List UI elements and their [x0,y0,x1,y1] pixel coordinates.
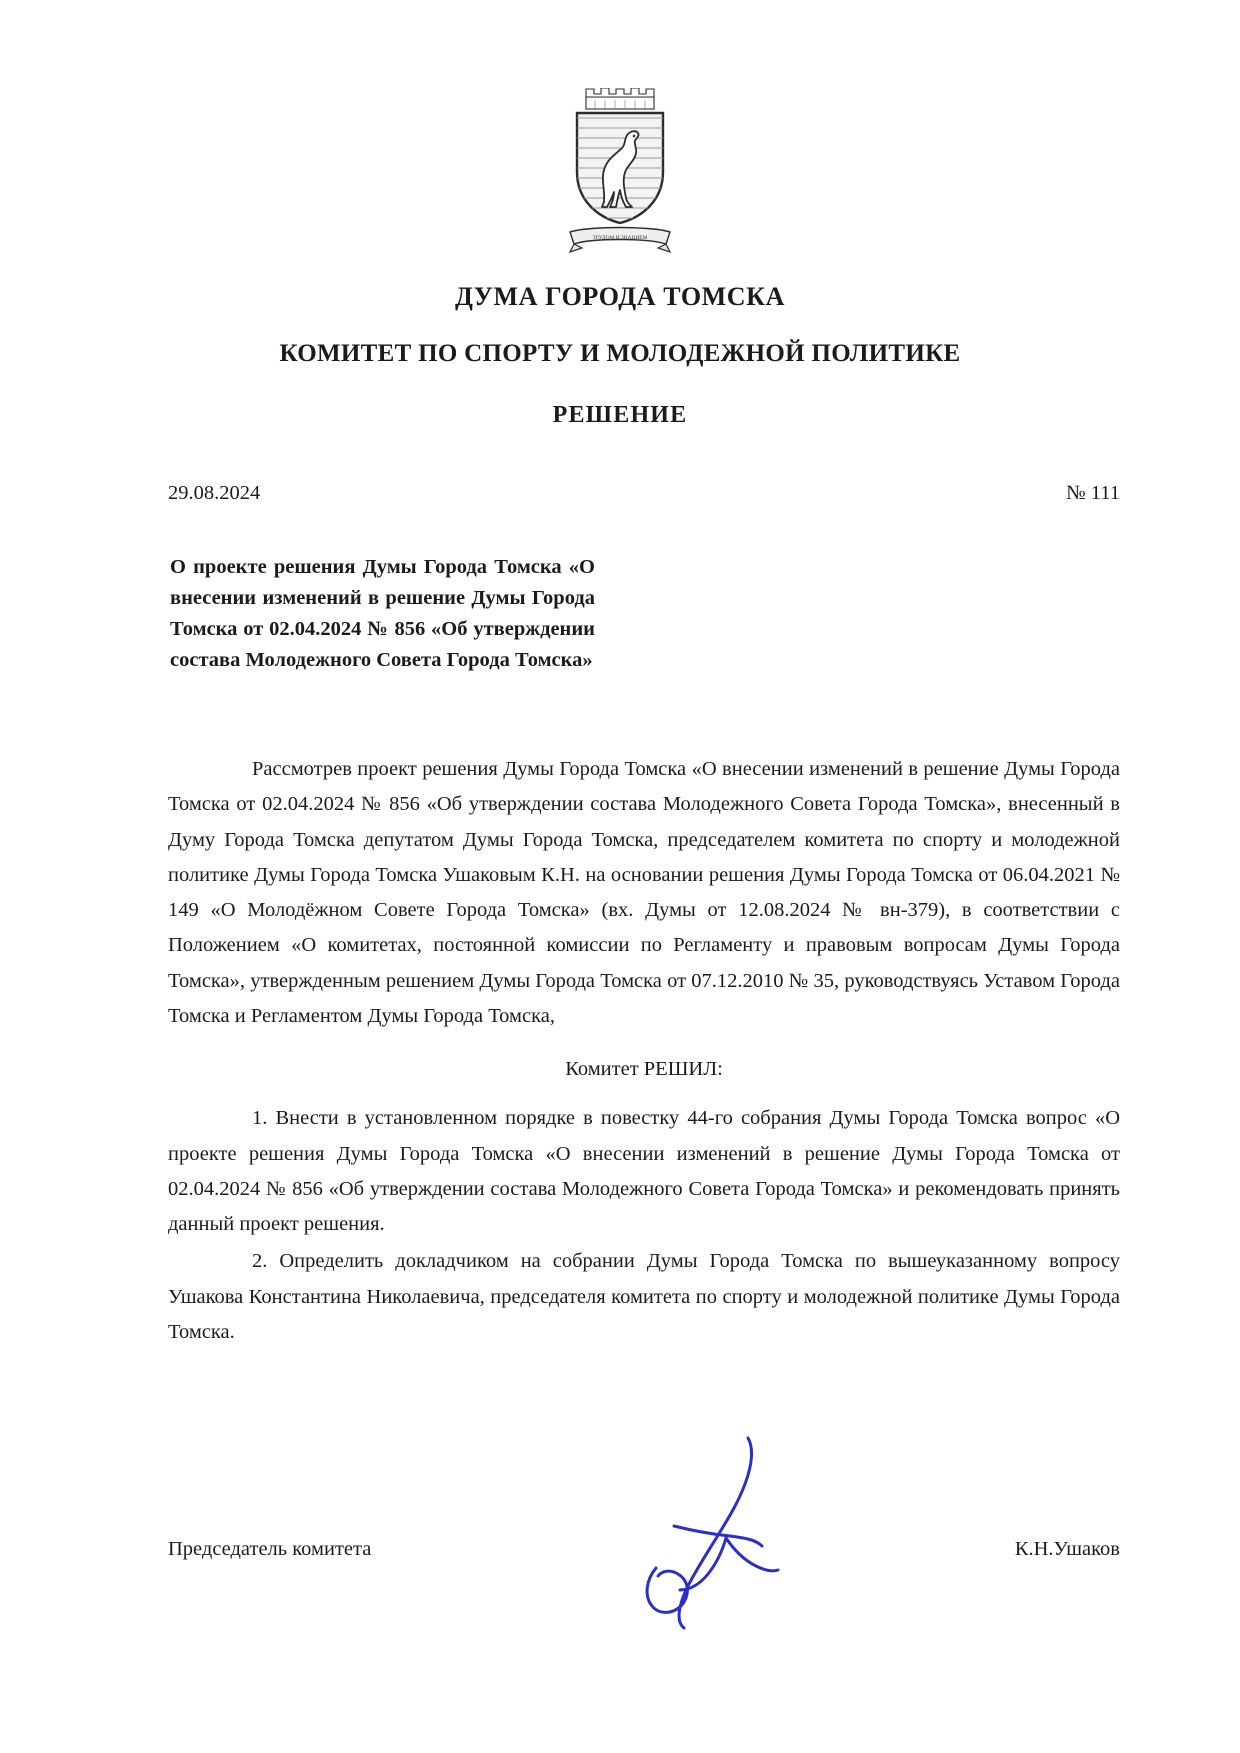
svg-text:ТРУДОМ И ЗНАНИЕМ: ТРУДОМ И ЗНАНИЕМ [592,235,648,241]
document-date: 29.08.2024 [168,482,261,504]
signature-block [168,1538,1120,1561]
handwritten-signature-icon [630,1430,820,1640]
organization-title: ДУМА ГОРОДА ТОМСКА [454,282,785,311]
ribbon-icon [568,226,672,256]
body-paragraph: Рассмотрев проект решения Думы Города Томска «О внесении изменений в решение Думы Города Томска от 02.04.2024 № 856 «Об утверждении состава Молодежного Совета Города Томска», внесенный в Думу Города Томска депутатом Думы Города Томска, председателем комитета по спорту и молодежной политике Думы Города Томска Ушаковым К.Н. на основании решения Думы Города Томска от 06.04.2021 № 149 «О Молодёжном Совете Города Томска» (вх. Думы от 12.08.2024 № вн-379), в соответствии с Положением «О комитетах, постоянной комиссии по Регламенту и правовым вопросам Думы Города Томска», утвержденным решением Думы Города Томска от 07.12.2010 № 35, руководствуясь Уставом Города Томска и Регламентом Думы Города Томска, [168,758,1120,1027]
document-meta [168,482,1120,505]
document-number: № 111 [1066,482,1120,504]
resolution-item: 2. Определить докладчиком на собрании Думы Города Томска по вышеуказанному вопросу Ушакова Константина Николаевича, председателя комитета по спорту и молодежной политике Думы Города Томска. [168,1250,1120,1343]
committee-title: КОМИТЕТ ПО СПОРТУ И МОЛОДЕЖНОЙ ПОЛИТИКЕ [279,340,961,367]
coat-of-arms-tomsk-icon [566,88,674,256]
resolution-item: 1. Внести в установленном порядке в повестку 44-го собрания Думы Города Томска вопрос «О проекте решения Думы Города Томска «О внесении изменений в решение Думы Города Томска от 02.04.2024 № 856 «Об утверждении состава Молодежного Совета Города Томска» и рекомендовать принять данный проект решения. [168,1107,1120,1235]
crown-icon [585,88,655,110]
document-type: РЕШЕНИЕ [552,402,688,428]
document-body [168,752,1120,1352]
signature-role: Председатель комитета [168,1538,372,1560]
shield-with-horse-icon [574,110,666,226]
signature-name: К.Н.Ушаков [1014,1538,1120,1560]
emblem-container [0,88,1240,256]
document-subject: О проекте решения Думы Города Томска «О внесении изменений в решение Думы Города Томска от 02.04.2024 № 856 «Об утверждении состава Молодежного Совета Города Томска» [170,556,595,672]
resolution-lead: Комитет РЕШИЛ: [565,1058,723,1080]
